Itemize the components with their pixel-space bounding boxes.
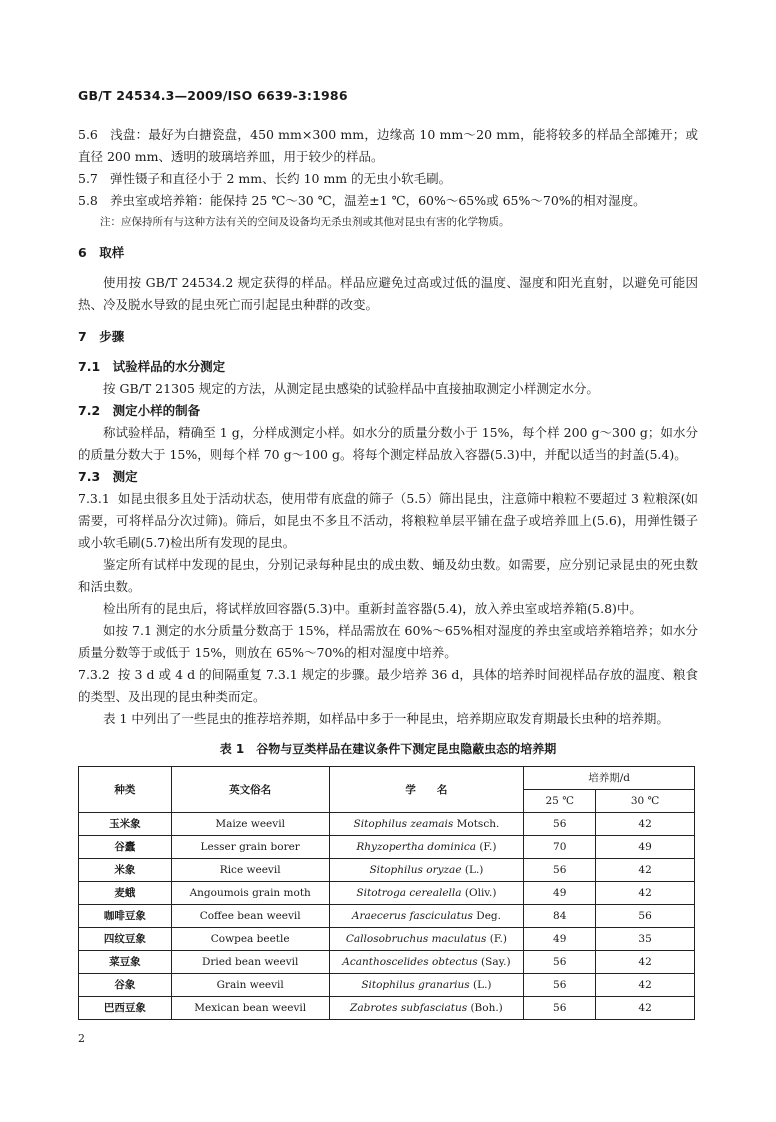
cell-scientific <box>329 951 524 974</box>
section-7-3-1-para4: 如按 7.1 测定的水分质量分数高于 15%，样品需放在 60%～65%相对湿度的养虫室或培养箱培养；如水分质量分数等于或低于 15%，则放在 65%～70%的相对湿度中培养。 <box>78 623 698 660</box>
cell-kind: 米象 <box>79 859 172 882</box>
cell-d30: 42 <box>596 951 695 974</box>
sci-author: (L.) <box>473 979 492 991</box>
cell-d30: 49 <box>596 836 695 859</box>
cell-english: Rice weevil <box>171 859 329 882</box>
sci-genus: Rhyzopertha dominica <box>356 841 476 853</box>
sci-author: (Boh.) <box>470 1002 503 1014</box>
cell-scientific <box>329 928 524 951</box>
cell-d30: 35 <box>596 928 695 951</box>
cell-english: Maize weevil <box>171 813 329 836</box>
cell-scientific <box>329 859 524 882</box>
note: 注：应保持所有与这种方法有关的空间及设备均无杀虫剂或其他对昆虫有害的化学物质。 <box>100 216 510 228</box>
sci-author: (F.) <box>489 933 507 945</box>
cell-scientific <box>329 905 524 928</box>
sci-genus: Sitotroga cerealella <box>356 887 462 899</box>
section-7-title: 7 步骤 <box>78 329 125 344</box>
header-30c: 30 ℃ <box>596 790 695 813</box>
item-5-8 <box>78 190 698 212</box>
cell-d25: 56 <box>524 813 596 836</box>
sci-genus: Zabrotes subfasciatus <box>350 1002 468 1014</box>
document-body <box>78 124 698 1020</box>
clause-number: 7.3.1 <box>78 491 110 506</box>
cell-kind: 四纹豆象 <box>79 928 172 951</box>
item-text: 浅盘：最好为白搪瓷盘，450 mm×300 mm，边缘高 10 mm～20 mm，能将较多的样品全部摊开；或直径 200 mm、透明的玻璃培养皿，用于较少的样品。 <box>78 127 698 164</box>
item-text: 弹性镊子和直径小于 2 mm、长约 10 mm 的无虫小软毛刷。 <box>109 171 452 186</box>
cell-d30: 56 <box>596 905 695 928</box>
item-5-7 <box>78 168 698 190</box>
cell-d25: 49 <box>524 882 596 905</box>
cell-d25: 70 <box>524 836 596 859</box>
cell-d30: 42 <box>596 813 695 836</box>
sci-author: (F.) <box>479 841 497 853</box>
table-row <box>79 813 695 836</box>
sci-author: Deg. <box>476 910 501 922</box>
section-7-3-1-para3: 检出所有的昆虫后，将试样放回容器(5.3)中。重新封盖容器(5.4)，放入养虫室或培养箱(5.8)中。 <box>103 601 642 616</box>
cell-kind: 谷蠹 <box>79 836 172 859</box>
cell-scientific <box>329 813 524 836</box>
cell-scientific <box>329 836 524 859</box>
cell-d25: 49 <box>524 928 596 951</box>
table-row <box>79 974 695 997</box>
header-kind: 种类 <box>79 767 172 813</box>
table-row <box>79 836 695 859</box>
cell-scientific <box>329 997 524 1020</box>
sci-author: Motsch. <box>456 818 500 830</box>
section-7-3-2-para2: 表 1 中列出了一些昆虫的推荐培养期，如样品中多于一种昆虫，培养期应取发育期最长虫种的培养期。 <box>103 711 669 726</box>
section-7-3-1-para2: 鉴定所有试样中发现的昆虫，分别记录每种昆虫的成虫数、蛹及幼虫数。如需要，应分别记录昆虫的死虫数和活虫数。 <box>78 557 698 594</box>
sci-genus: Sitophilus granarius <box>361 979 470 991</box>
cell-d30: 42 <box>596 997 695 1020</box>
cell-english: Grain weevil <box>171 974 329 997</box>
header-25c: 25 ℃ <box>524 790 596 813</box>
table-title: 表 1 谷物与豆类样品在建议条件下测定昆虫隐蔽虫态的培养期 <box>219 742 557 756</box>
standard-header: GB/T 24534.3—2009/ISO 6639-3:1986 <box>78 88 348 103</box>
table-row <box>79 928 695 951</box>
cell-d30: 42 <box>596 882 695 905</box>
header-scientific: 学 名 <box>329 767 524 813</box>
section-7-3-1-para <box>78 488 698 554</box>
cell-kind: 麦蛾 <box>79 882 172 905</box>
cell-d25: 56 <box>524 951 596 974</box>
cell-d25: 56 <box>524 997 596 1020</box>
sci-author: (Say.) <box>481 956 511 968</box>
incubation-table <box>78 766 695 1020</box>
cell-d30: 42 <box>596 859 695 882</box>
table-row <box>79 882 695 905</box>
header-period: 培养期/d <box>524 767 695 790</box>
sci-genus: Sitophilus zeamais <box>353 818 454 830</box>
sci-genus: Araecerus fasciculatus <box>351 910 473 922</box>
clause-text: 按 3 d 或 4 d 的间隔重复 7.3.1 规定的步骤。最少培养 36 d，具体的培养时间视样品存放的温度、粮食的类型、及出现的昆虫种类而定。 <box>78 667 699 704</box>
section-7-2-title: 7.2 测定小样的制备 <box>78 403 201 418</box>
page-number: 2 <box>78 1032 85 1045</box>
cell-d25: 56 <box>524 859 596 882</box>
section-7-1-para: 按 GB/T 21305 规定的方法，从测定昆虫感染的试验样品中直接抽取测定小样测定水分。 <box>103 381 599 396</box>
table-row <box>79 859 695 882</box>
cell-english: Mexican bean weevil <box>171 997 329 1020</box>
cell-d25: 56 <box>524 974 596 997</box>
item-number: 5.8 <box>78 193 98 208</box>
cell-english: Lesser grain borer <box>171 836 329 859</box>
clause-text: 如昆虫很多且处于活动状态，使用带有底盘的筛子（5.5）筛出昆虫，注意筛中粮粒不要超过 3 粒粮深(如需要，可将样品分次过筛)。筛后，如昆虫不多且不活动，将粮粒单层平铺在盘子或培养皿上(5.6)，用弹性镊子或小软毛刷(5.7)检出所有发现的昆虫。 <box>78 491 698 550</box>
cell-scientific <box>329 974 524 997</box>
cell-kind: 玉米象 <box>79 813 172 836</box>
item-number: 5.7 <box>78 171 98 186</box>
cell-kind: 菜豆象 <box>79 951 172 974</box>
item-text: 养虫室或培养箱：能保持 25 ℃～30 ℃，温差±1 ℃，60%～65%或 65%～70%的相对湿度。 <box>109 193 646 208</box>
cell-english: Angoumois grain moth <box>171 882 329 905</box>
cell-scientific <box>329 882 524 905</box>
sci-genus: Sitophilus oryzae <box>369 864 462 876</box>
section-7-3-title: 7.3 测定 <box>78 469 138 484</box>
section-7-1-title: 7.1 试验样品的水分测定 <box>78 359 226 374</box>
section-7-3-2-para <box>78 664 698 708</box>
item-5-6 <box>78 124 698 168</box>
cell-english: Dried bean weevil <box>171 951 329 974</box>
section-6-title: 6 取样 <box>78 245 125 260</box>
cell-kind: 谷象 <box>79 974 172 997</box>
table-row <box>79 951 695 974</box>
sci-genus: Callosobruchus maculatus <box>345 933 487 945</box>
cell-english: Cowpea beetle <box>171 928 329 951</box>
cell-d30: 42 <box>596 974 695 997</box>
clause-number: 7.3.2 <box>78 667 110 682</box>
table-row <box>79 997 695 1020</box>
cell-kind: 巴西豆象 <box>79 997 172 1020</box>
cell-d25: 84 <box>524 905 596 928</box>
cell-english: Coffee bean weevil <box>171 905 329 928</box>
section-7-2-para: 称试验样品，精确至 1 g，分样成测定小样。如水分的质量分数小于 15%，每个样 200 g～300 g；如水分的质量分数大于 15%，则每个样 70 g～100 g。将每个测定样品放入容器(5.3)中，并配以适当的封盖(5.4)。 <box>78 425 698 462</box>
item-number: 5.6 <box>78 127 98 142</box>
table-row <box>79 905 695 928</box>
section-6-para: 使用按 GB/T 24534.2 规定获得的样品。样品应避免过高或过低的温度、湿度和阳光直射，以避免可能因热、冷及脱水导致的昆虫死亡而引起昆虫种群的改变。 <box>78 275 698 312</box>
header-english: 英文俗名 <box>171 767 329 813</box>
sci-author: (Oliv.) <box>464 887 497 899</box>
sci-genus: Acanthoscelides obtectus <box>342 956 478 968</box>
cell-kind: 咖啡豆象 <box>79 905 172 928</box>
sci-author: (L.) <box>464 864 484 876</box>
